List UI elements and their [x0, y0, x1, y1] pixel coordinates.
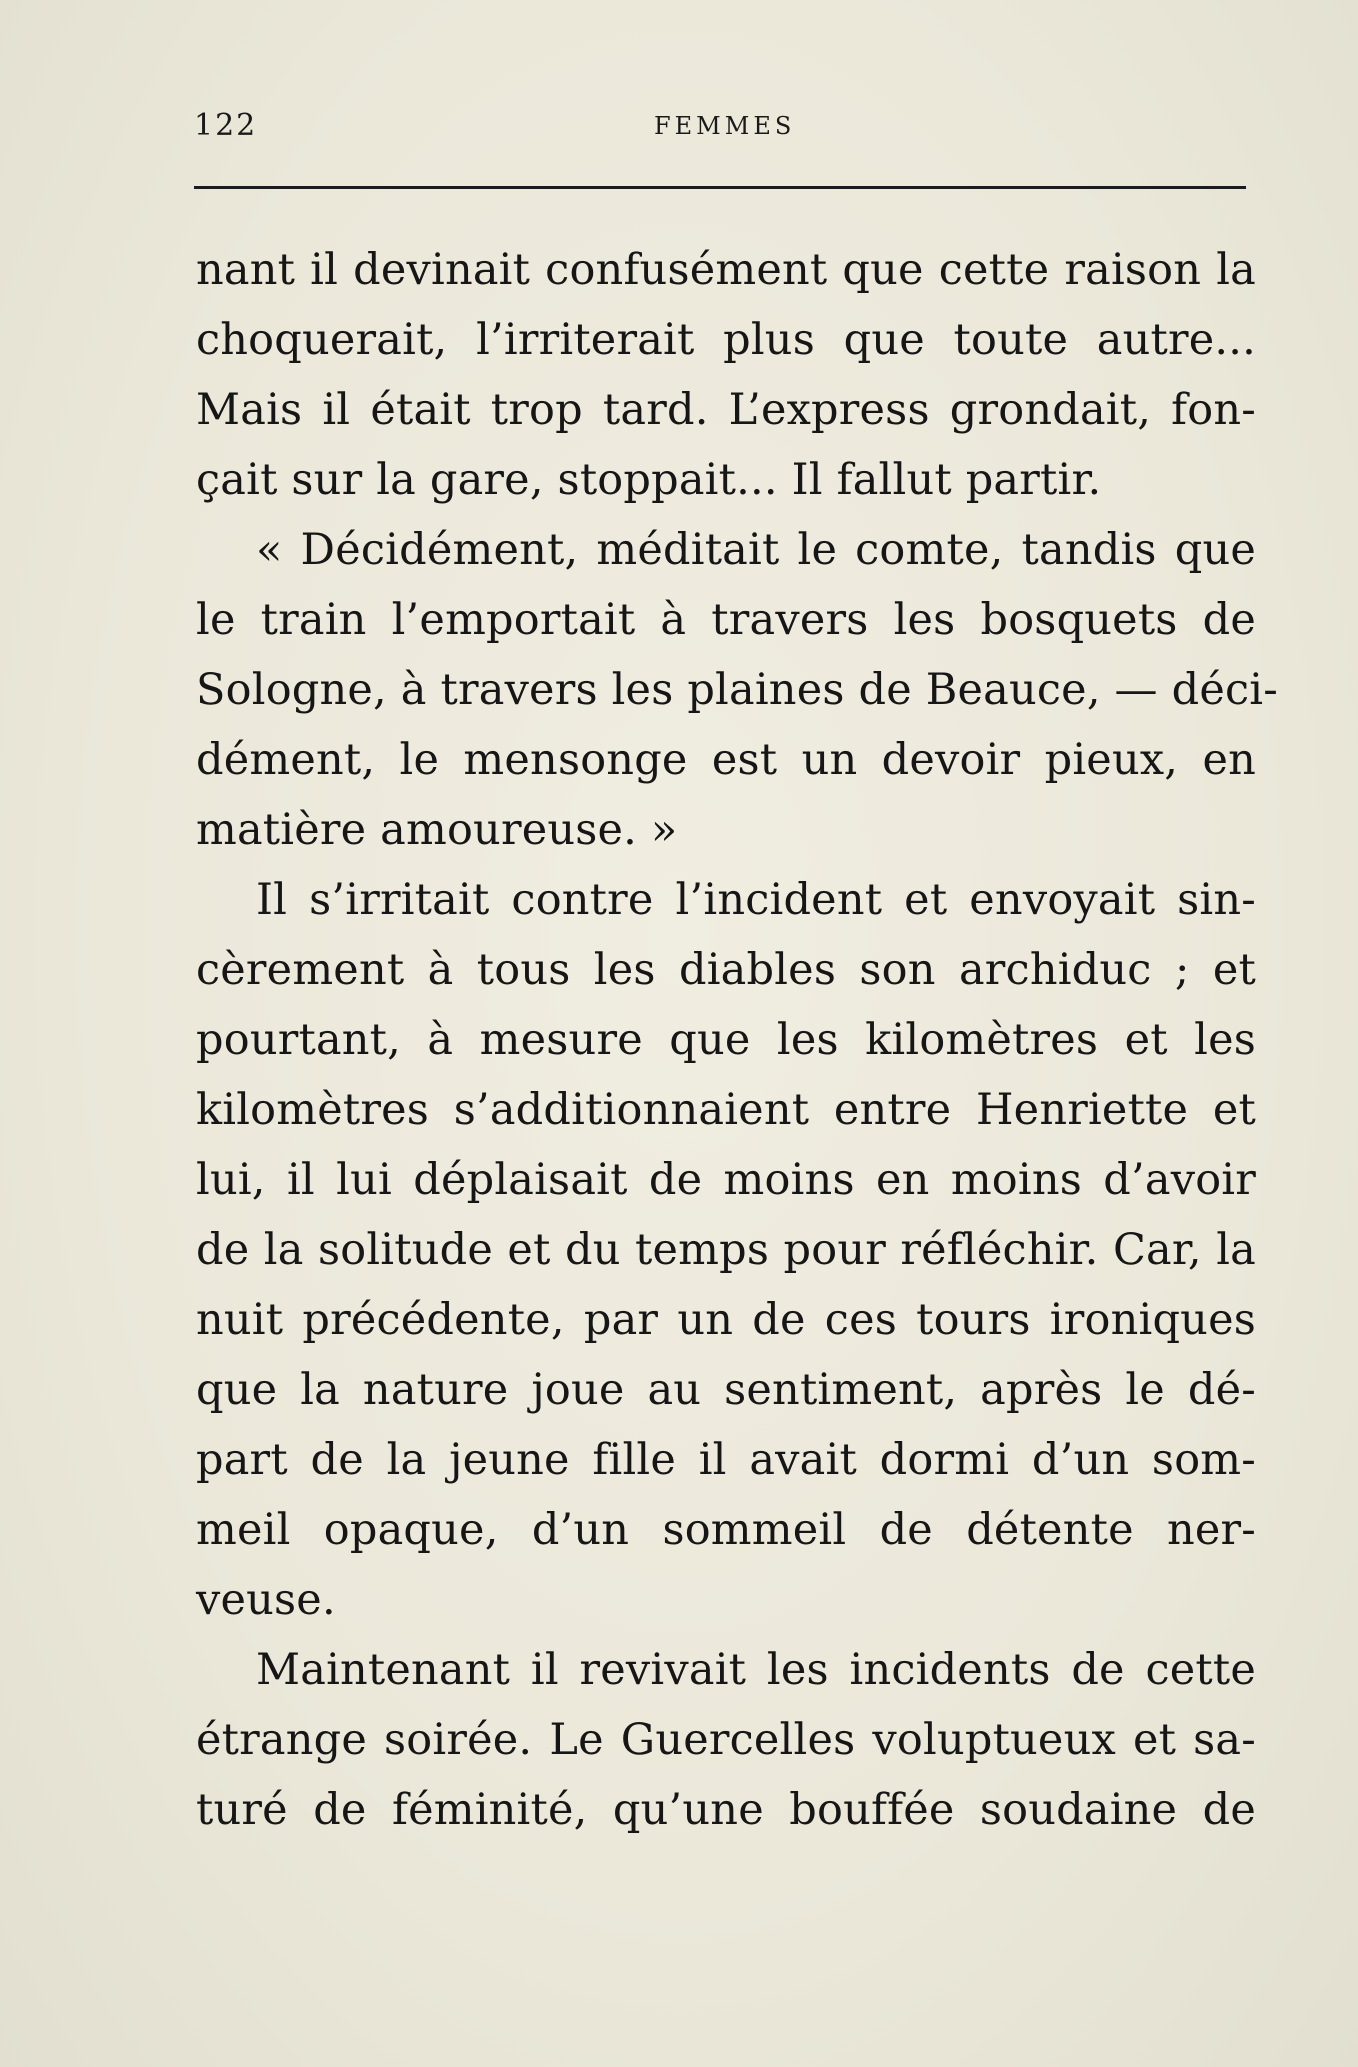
- text-line: choquerait, l’irriterait plus que toute autre...: [196, 315, 1256, 365]
- body-text: [196, 235, 1278, 1845]
- running-title: FEMMES: [654, 112, 796, 140]
- text-line: étrange soirée. Le Guercelles voluptueux et sa-: [196, 1715, 1256, 1765]
- page-header: [194, 108, 1244, 148]
- page-number: 122: [194, 108, 258, 143]
- text-line: cèrement à tous les diables son archiduc ; et: [196, 945, 1256, 995]
- text-line: Maintenant il revivait les incidents de cette: [256, 1645, 1256, 1695]
- text-line: de la solitude et du temps pour réfléchir. Car, la: [196, 1225, 1256, 1275]
- text-line: Mais il était trop tard. L’express grondait, fon-: [196, 385, 1256, 435]
- text-line: meil opaque, d’un sommeil de détente ner-: [196, 1505, 1256, 1555]
- text-line: part de la jeune fille il avait dormi d’un som-: [196, 1435, 1256, 1485]
- text-line: turé de féminité, qu’une bouffée soudaine de: [196, 1785, 1256, 1835]
- text-line: pourtant, à mesure que les kilomètres et les: [196, 1015, 1256, 1065]
- text-line: nant il devinait confusément que cette raison la: [196, 245, 1256, 295]
- text-line: lui, il lui déplaisait de moins en moins d’avoir: [196, 1155, 1256, 1205]
- text-line: Il s’irritait contre l’incident et envoyait sin-: [256, 875, 1256, 925]
- text-line: Sologne, à travers les plaines de Beauce, — déci-: [196, 665, 1278, 715]
- text-line: nuit précédente, par un de ces tours ironiques: [196, 1295, 1256, 1345]
- text-line: « Décidément, méditait le comte, tandis que: [256, 525, 1256, 575]
- text-line: matière amoureuse. »: [196, 805, 678, 855]
- text-line: kilomètres s’additionnaient entre Henriette et: [196, 1085, 1256, 1135]
- text-line: dément, le mensonge est un devoir pieux, en: [196, 735, 1256, 785]
- text-line: veuse.: [196, 1575, 336, 1625]
- text-line: çait sur la gare, stoppait... Il fallut partir.: [196, 455, 1102, 505]
- text-line: le train l’emportait à travers les bosquets de: [196, 595, 1256, 645]
- text-line: que la nature joue au sentiment, après le dé-: [196, 1365, 1256, 1415]
- header-rule: [194, 186, 1246, 189]
